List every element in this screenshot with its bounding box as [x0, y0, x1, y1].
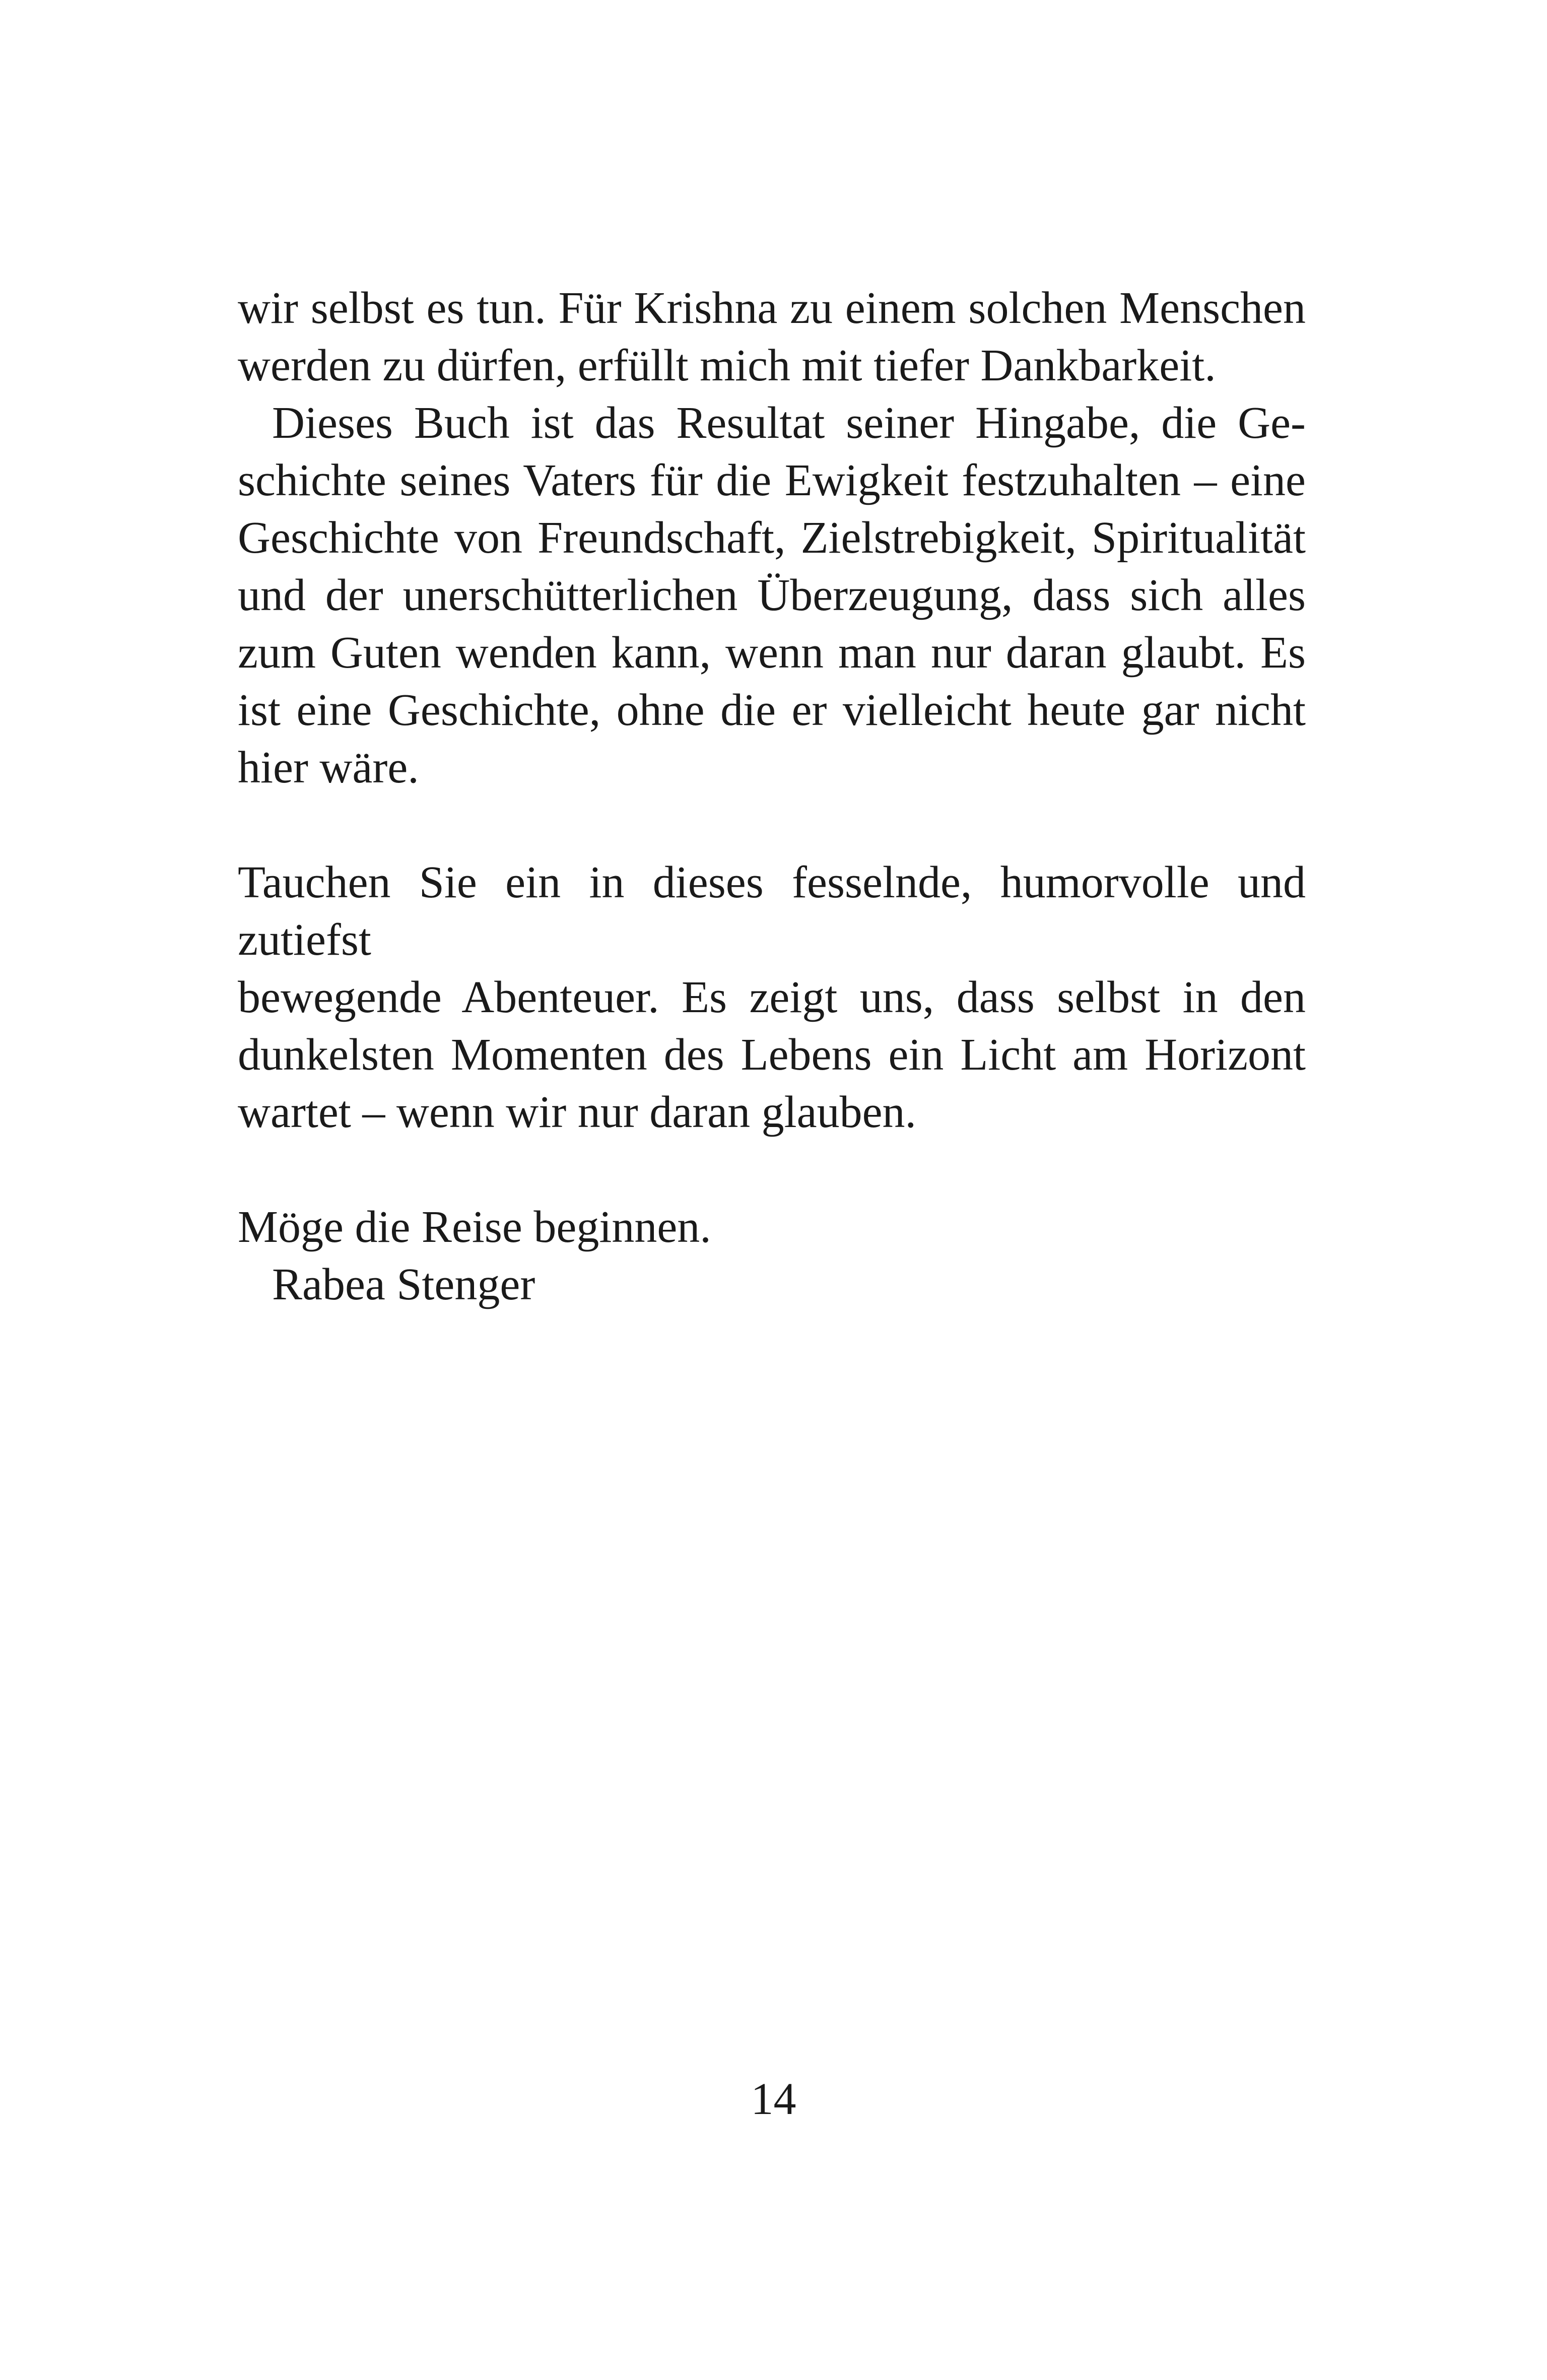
text-line: schichte seines Vaters für die Ewigkeit festzuhalten – eine [238, 455, 1306, 505]
paragraph-gap [238, 797, 1306, 854]
text-line: und der unerschütterlichen Überzeugung, dass sich alles [238, 570, 1306, 620]
text-line: wir selbst es tun. Für Krishna zu einem solchen Menschen [238, 283, 1306, 333]
paragraph-gap [238, 1141, 1306, 1199]
text-line: Geschichte von Freundschaft, Zielstrebigkeit, Spiritualität [238, 513, 1306, 563]
text-line: bewegende Abenteuer. Es zeigt uns, dass selbst in den [238, 972, 1306, 1022]
body-text [238, 280, 1306, 1313]
text-line: Dieses Buch ist das Resultat seiner Hingabe, die Ge- [272, 398, 1306, 448]
signature: Rabea Stenger [272, 1260, 535, 1309]
text-line: werden zu dürfen, erfüllt mich mit tiefer Dankbarkeit. [238, 341, 1216, 390]
text-line: wartet – wenn wir nur daran glauben. [238, 1087, 917, 1137]
text-line: ist eine Geschichte, ohne die er vielleicht heute gar nicht [238, 685, 1306, 735]
page-number: 14 [751, 2074, 796, 2124]
text-line: dunkelsten Momenten des Lebens ein Licht am Horizont [238, 1030, 1306, 1080]
closing-line: Möge die Reise beginnen. [238, 1202, 711, 1252]
text-line: zum Guten wenden kann, wenn man nur daran glaubt. Es [238, 628, 1306, 678]
text-line: hier wäre. [238, 743, 419, 792]
text-line: Tauchen Sie ein in dieses fesselnde, humorvolle und zutiefst [238, 857, 1306, 965]
